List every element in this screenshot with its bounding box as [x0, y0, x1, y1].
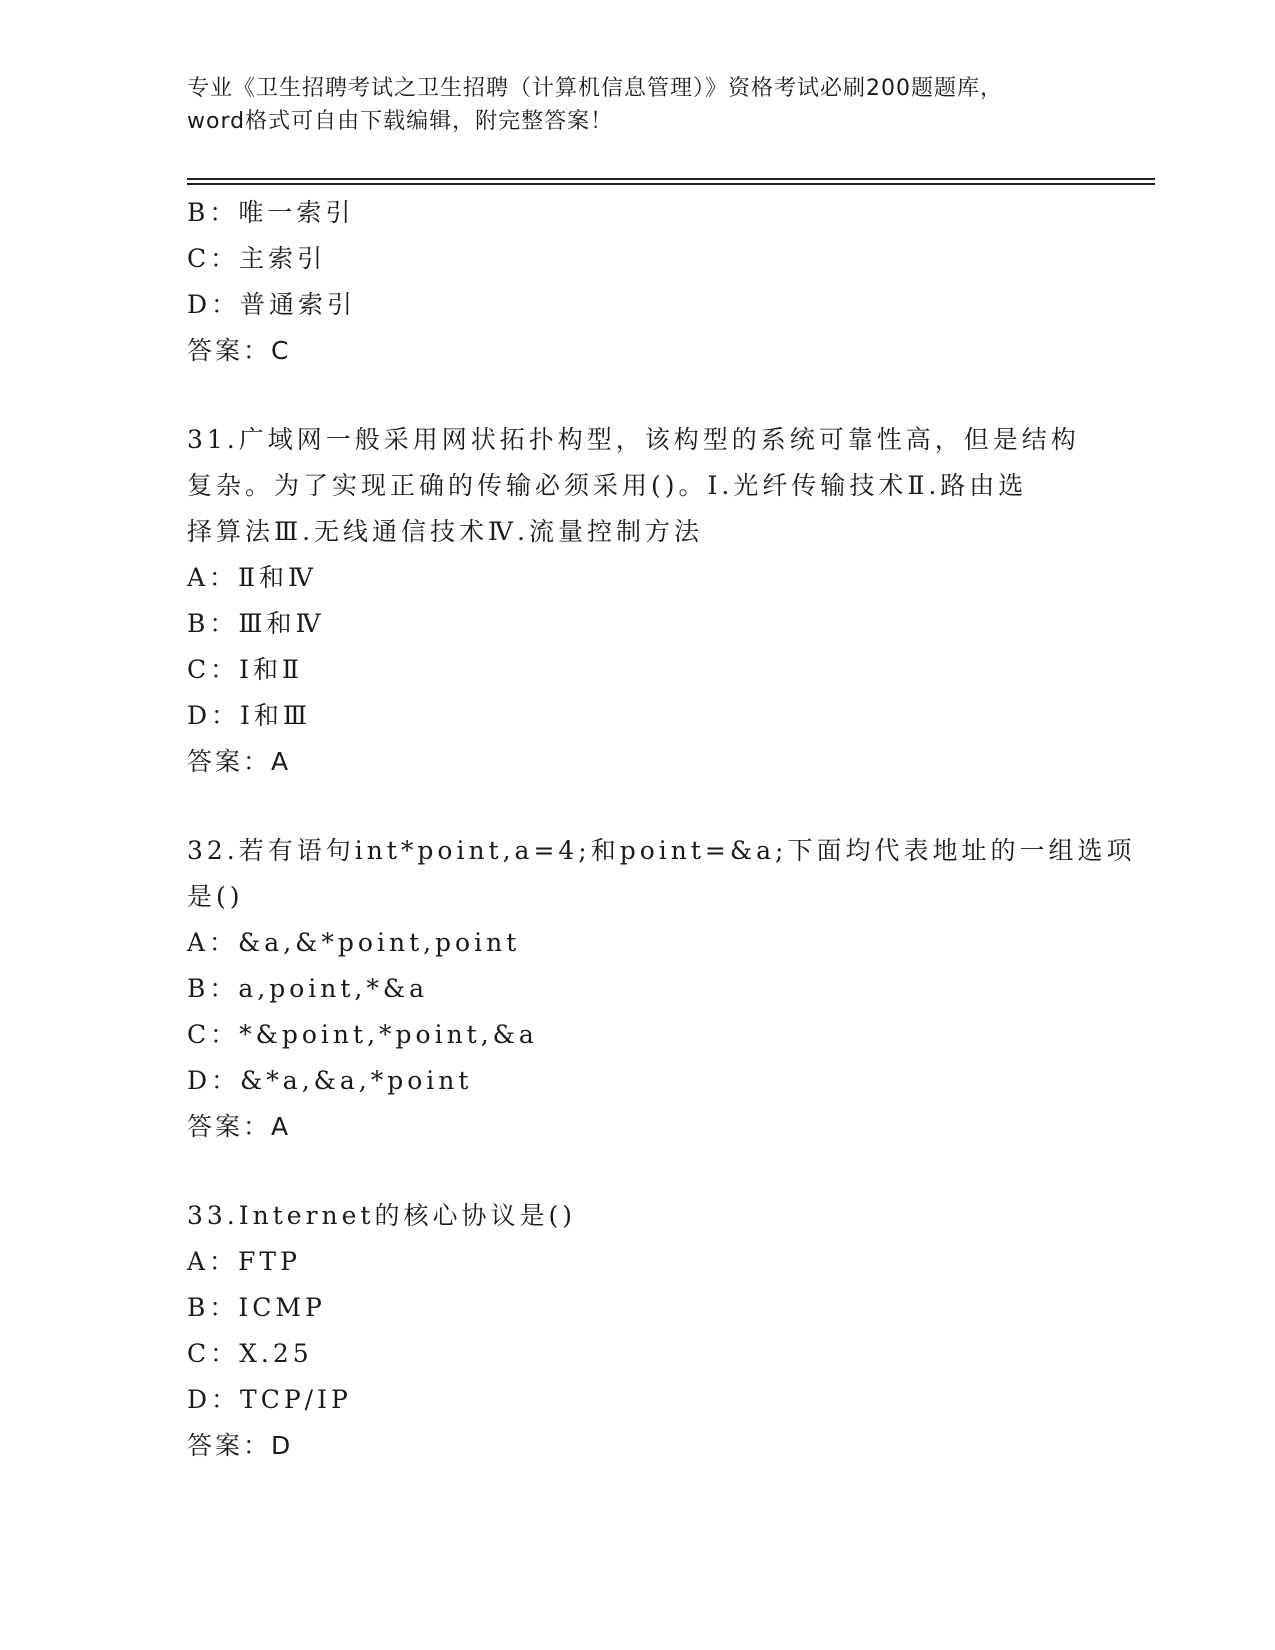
option-c: C：X.25 — [187, 1339, 313, 1368]
option-c: C：主索引 — [187, 244, 327, 273]
question-list — [187, 190, 1136, 1469]
option-a: A：&a,&*point,point — [187, 928, 521, 957]
answer-label: 答案：C — [187, 336, 292, 365]
question-text-line: 择算法Ⅲ.无线通信技术Ⅳ.流量控制方法 — [187, 517, 703, 546]
question-text-line: 是() — [187, 882, 244, 911]
option-d: D：TCP/IP — [187, 1385, 352, 1414]
option-d: D：普通索引 — [187, 290, 357, 319]
answer-label: 答案：D — [187, 1431, 294, 1460]
document-header — [187, 72, 1087, 138]
spacer — [187, 1150, 1087, 1193]
question-32 — [187, 828, 1136, 1150]
option-c: C：*&point,*point,&a — [187, 1020, 538, 1049]
header-line-2: word格式可自由下载编辑，附完整答案！ — [187, 109, 614, 134]
question-text-line: 33.Internet的核心协议是() — [187, 1201, 576, 1230]
option-a: A：Ⅱ和Ⅳ — [187, 563, 318, 592]
question-text-line: 31.广域网一般采用网状拓扑构型，该构型的系统可靠性高，但是结构 — [187, 425, 1080, 454]
option-a: A：FTP — [187, 1247, 301, 1276]
header-divider-bottom — [187, 183, 1155, 185]
question-text-line: 复杂。为了实现正确的传输必须采用()。Ⅰ.光纤传输技术Ⅱ.路由选 — [187, 471, 1028, 500]
option-b: B：Ⅲ和Ⅳ — [187, 609, 325, 638]
question-text-line: 32.若有语句int*point,a=4;和point=&a;下面均代表地址的一组选项 — [187, 836, 1136, 865]
option-b: B：唯一索引 — [187, 198, 355, 227]
spacer — [187, 785, 1087, 828]
answer-label: 答案：A — [187, 747, 292, 776]
option-d: D：&*a,&a,*point — [187, 1066, 473, 1095]
header-divider-top — [187, 178, 1155, 180]
prev-question-block — [187, 190, 1087, 374]
answer-label: 答案：A — [187, 1112, 292, 1141]
option-b: B：ICMP — [187, 1293, 326, 1322]
option-b: B：a,point,*&a — [187, 974, 429, 1003]
question-31 — [187, 417, 1087, 785]
question-33 — [187, 1193, 1087, 1469]
spacer — [187, 374, 1087, 417]
option-d: D：Ⅰ和Ⅲ — [187, 701, 312, 730]
option-c: C：Ⅰ和Ⅱ — [187, 655, 303, 684]
header-line-1: 专业《卫生招聘考试之卫生招聘（计算机信息管理）》资格考试必刷200题题库， — [187, 76, 1003, 101]
